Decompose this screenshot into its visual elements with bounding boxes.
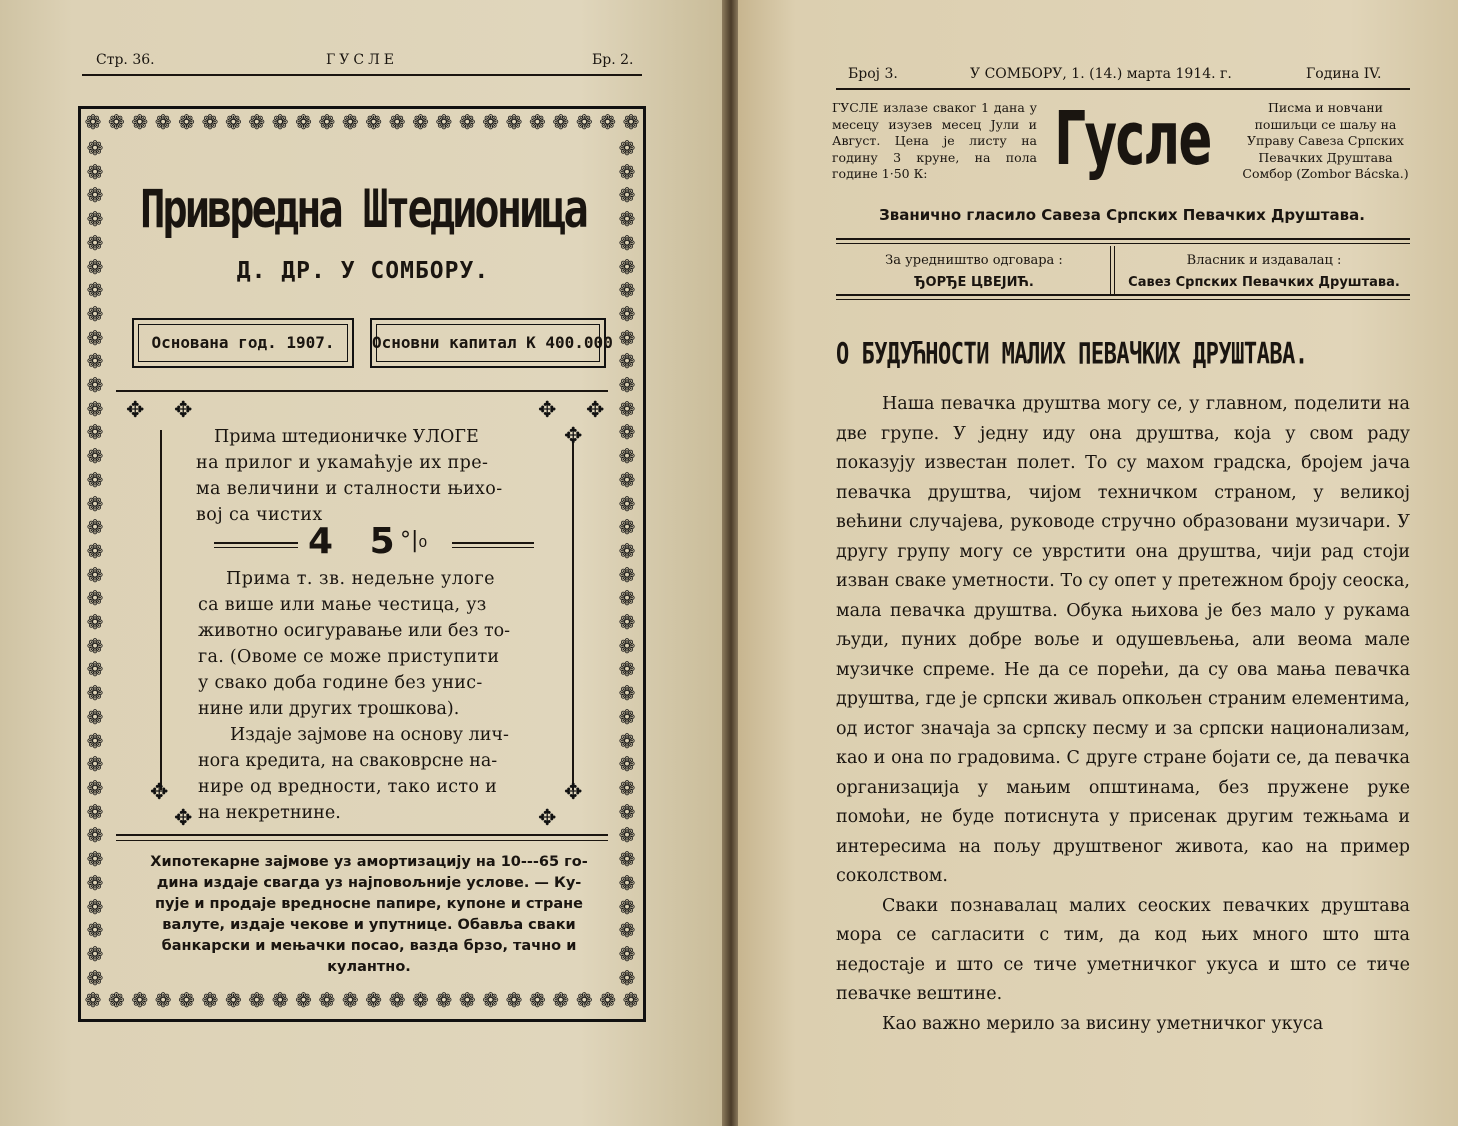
ornament-icon: ❁ — [131, 990, 149, 1012]
founded-box — [132, 318, 354, 368]
ornament-icon: ❁ — [552, 990, 570, 1012]
ornament-icon: ❁ — [86, 207, 104, 232]
ornament-icon: ❁ — [618, 657, 636, 682]
publisher-block — [1118, 250, 1410, 294]
inner-rule-left — [160, 430, 162, 790]
editor-label: За уредништво одговара : — [885, 253, 1063, 268]
capital-text: Основни капитал К 400.000 — [372, 333, 613, 352]
savings-line: Издаје зајмове на основу лич- — [230, 725, 509, 745]
corner-ornament-icon: ✥ — [126, 398, 145, 423]
ornament-icon: ❁ — [86, 538, 104, 563]
ornament-icon: ❁ — [86, 301, 104, 326]
savings-line: са више или мање честица, уз — [198, 595, 487, 615]
ornament-icon: ❁ — [86, 467, 104, 492]
ornament-icon: ❁ — [108, 990, 125, 1012]
postal-note: Писма и новчани пошиљци се шаљу на Управу Савеза Српских Певачких Друштава Сомбор (Zombor Bácska.) — [1242, 100, 1409, 181]
ornament-icon: ❁ — [86, 681, 104, 706]
ornament-icon: ❁ — [435, 990, 453, 1012]
mortgage-line: Хипотекарне зајмове уз амортизацију на 10---65 го- — [150, 854, 588, 870]
ornament-icon: ❁ — [618, 301, 636, 326]
article-headline: О БУДУЋНОСТИ МАЛИХ ПЕВАЧКИХ ДРУШТАВА. — [836, 338, 1308, 372]
ornament-icon: ❁ — [224, 112, 242, 134]
subscription-note: ГУСЛЕ излазе сваког 1 дана у месецу изузев месец Јули и Август. Цена је листу на годину 3 круне, на пола године 1·50 К: — [832, 100, 1037, 181]
ornament-icon: ❁ — [618, 515, 636, 540]
ornament-icon: ❁ — [622, 112, 640, 134]
ornament-icon: ❁ — [318, 112, 336, 134]
ornament-icon: ❁ — [618, 373, 636, 398]
ornament-icon: ❁ — [618, 562, 636, 587]
ornament-icon: ❁ — [295, 990, 312, 1012]
ornament-icon: ❁ — [618, 728, 636, 753]
ornament-icon: ❁ — [86, 373, 104, 398]
left-page-number: Стр. 36. — [96, 52, 155, 68]
masthead-rule-thin — [836, 243, 1410, 244]
ornament-icon: ❁ — [271, 112, 289, 134]
ornament-icon: ❁ — [86, 396, 104, 421]
ornament-icon: ❁ — [412, 990, 429, 1012]
rate-rule-left — [214, 542, 298, 544]
article-body — [836, 390, 1410, 1039]
ornament-icon: ❁ — [271, 990, 289, 1012]
ornament-icon: ❁ — [201, 112, 219, 134]
corner-ornament-icon: ✥ — [174, 398, 193, 423]
ornament-icon: ❁ — [86, 610, 104, 635]
ornament-icon: ❁ — [618, 823, 636, 848]
ornament-icon: ❁ — [318, 990, 336, 1012]
savings-line: животно осигуравање или без то- — [198, 621, 511, 641]
ornament-icon: ❁ — [295, 112, 312, 134]
ornament-icon: ❁ — [618, 775, 636, 800]
ornament-icon: ❁ — [618, 681, 636, 706]
ornament-icon: ❁ — [618, 396, 636, 421]
ornament-icon: ❁ — [482, 990, 500, 1012]
capital-box — [370, 318, 613, 368]
ornament-icon: ❁ — [201, 990, 219, 1012]
ornament-icon: ❁ — [86, 775, 104, 800]
ornament-icon: ❁ — [86, 941, 104, 966]
ornament-icon: ❁ — [86, 847, 104, 872]
bank-name: Привредна Штедионица — [140, 178, 586, 240]
inner-rule-right — [572, 440, 574, 790]
editorial-rule — [836, 294, 1410, 296]
ornament-icon: ❁ — [86, 823, 104, 848]
mortgage-line: пује и продаје вредносне папире, купоне и стране — [155, 896, 583, 912]
savings-line: нога кредита, на сваковрсне на- — [198, 751, 498, 771]
right-year: Година IV. — [1306, 66, 1382, 82]
ornament-icon: ❁ — [529, 990, 546, 1012]
article-paragraph: Сваки познавалац малих сеоских певачких друштава мора се сагласити с тим, да код њих много што шта недостаје и што се тиче уметничког укуса и што се тиче певачке вештине. — [836, 895, 1410, 1004]
article-paragraph: Наша певачка друштва могу се, у главном, поделити на две групе. У једну иду она друштва, која у свом раду показују известан полет. То су махом градска, бројем јача певачка друштва, чијом техничком страном, у великој већини случајева, руководе стручно образовани музичари. У другу групу могу се уврстити она друштва, чији рад стоји изван сваке уметности. То су опет у претежном броју сеоска, мала певачка друштва. Обука њихова је без мало у рукама људи, пуних добре воље и одушевљења, али веома мале музичке спреме. Не да се порећи, да су ова мања певачка друштва, где је српски живаљ опкољен страним елементима, од истог значаја за српску песму и за српски национализам, као и она по градовима. С друге стране бојати се, да певачка организација у мањим општинама, без пружене руке помоћи, не буде потиснута у присенак другим тежњама и интересима на пољу друштвеног живота, као на пример соколством. — [836, 394, 1410, 886]
publisher-label: Власник и издавалац : — [1186, 253, 1342, 268]
corner-ornament-icon: ✥ — [564, 424, 583, 449]
ornament-icon: ❁ — [365, 990, 383, 1012]
founded-text: Основана год. 1907. — [151, 333, 335, 352]
ornament-border-bottom — [82, 990, 642, 1014]
ornament-icon: ❁ — [248, 112, 266, 134]
ornament-icon: ❁ — [341, 990, 359, 1012]
right-header-rule — [836, 88, 1410, 90]
ornament-icon: ❁ — [84, 990, 102, 1012]
ornament-icon: ❁ — [341, 112, 359, 134]
ornament-icon: ❁ — [86, 799, 104, 824]
mortgage-line: дина издаје свагда уз најповољније услове. — Ку- — [156, 875, 582, 891]
ornament-border-top — [82, 112, 642, 136]
ornament-icon: ❁ — [86, 704, 104, 729]
ornament-icon: ❁ — [618, 610, 636, 635]
article-paragraph: Као важно мерило за висину уметничког укуса — [882, 1013, 1324, 1034]
mortgage-notice — [124, 852, 614, 978]
right-place-date: У СОМБОРУ, 1. (14.) марта 1914. г. — [970, 66, 1232, 82]
ornament-icon: ❁ — [618, 704, 636, 729]
ornament-icon: ❁ — [435, 112, 453, 134]
ornament-icon: ❁ — [622, 990, 640, 1012]
ornament-icon: ❁ — [618, 965, 636, 988]
corner-ornament-icon: ✥ — [150, 780, 169, 805]
ornament-icon: ❁ — [618, 633, 636, 658]
bank-subtitle: Д. ДР. У СОМБОРУ. — [236, 258, 490, 284]
ornament-border-left — [84, 138, 108, 988]
ornament-icon: ❁ — [412, 112, 429, 134]
ornament-icon: ❁ — [599, 990, 616, 1012]
ornament-icon: ❁ — [86, 894, 104, 919]
savings-line: у свако доба године без унис- — [198, 673, 483, 693]
editor-block — [840, 250, 1108, 294]
ornament-icon: ❁ — [86, 159, 104, 184]
masthead-logo: Гусле — [1054, 97, 1211, 183]
ornament-icon: ❁ — [86, 491, 104, 516]
ornament-icon: ❁ — [365, 112, 383, 134]
ornament-icon: ❁ — [618, 847, 636, 872]
corner-ornament-icon: ✥ — [174, 806, 193, 831]
corner-ornament-icon: ✥ — [538, 398, 557, 423]
ornament-icon: ❁ — [618, 230, 636, 255]
ornament-icon: ❁ — [618, 325, 636, 350]
ornament-icon: ❁ — [154, 112, 172, 134]
ornament-icon: ❁ — [618, 349, 636, 374]
ornament-icon: ❁ — [86, 562, 104, 587]
ornament-icon: ❁ — [618, 752, 636, 777]
left-running-title: ГУСЛЕ — [326, 52, 399, 68]
ornament-icon: ❁ — [618, 870, 636, 895]
rate-rule-left-thin — [214, 547, 298, 548]
left-header-rule — [82, 74, 642, 76]
interest-rate — [214, 522, 534, 562]
ornament-icon: ❁ — [388, 990, 406, 1012]
savings-line: на некретнине. — [198, 803, 341, 823]
rate-rule-right-thin — [452, 547, 534, 548]
right-issue-number: Број 3. — [848, 66, 898, 82]
editorial-rule-thin — [836, 299, 1410, 300]
ornament-icon: ❁ — [575, 112, 593, 134]
ornament-icon: ❁ — [505, 990, 523, 1012]
editor-name: ЂОРЂЕ ЦВЕЈИЋ. — [914, 275, 1034, 290]
savings-line: нире од вредности, тако исто и — [198, 777, 498, 797]
ornament-icon: ❁ — [86, 349, 104, 374]
ornament-icon: ❁ — [618, 138, 636, 160]
ornament-icon: ❁ — [618, 183, 636, 208]
ornament-icon: ❁ — [86, 752, 104, 777]
deposit-line: ма величини и сталности њихо- — [196, 479, 503, 499]
ornament-icon: ❁ — [131, 112, 149, 134]
deposit-line: на прилог и укамаћује их пре- — [196, 453, 489, 473]
ornament-icon: ❁ — [86, 325, 104, 350]
editorial-divider-2 — [1114, 246, 1115, 294]
ornament-icon: ❁ — [618, 894, 636, 919]
ornament-icon: ❁ — [86, 138, 104, 160]
ornament-icon: ❁ — [388, 112, 406, 134]
ornament-icon: ❁ — [575, 990, 593, 1012]
ornament-icon: ❁ — [86, 657, 104, 682]
ornament-icon: ❁ — [618, 444, 636, 469]
savings-line: Прима т. зв. недељне улоге — [226, 569, 496, 589]
ornament-icon: ❁ — [618, 254, 636, 279]
savings-line: нине или других трошкова). — [198, 699, 460, 719]
rate-value: 4 5 — [308, 521, 407, 562]
corner-ornament-icon: ✥ — [586, 398, 605, 423]
mortgage-line: валуте, издаје чекове и упутнице. Обавља сваки — [162, 917, 576, 933]
ornament-icon: ❁ — [178, 990, 195, 1012]
ornament-icon: ❁ — [618, 467, 636, 492]
ornament-icon: ❁ — [178, 112, 195, 134]
ornament-icon: ❁ — [86, 183, 104, 208]
ornament-icon: ❁ — [618, 586, 636, 611]
ornament-icon: ❁ — [86, 918, 104, 943]
ornament-icon: ❁ — [108, 112, 125, 134]
ornament-icon: ❁ — [86, 633, 104, 658]
ornament-icon: ❁ — [458, 990, 476, 1012]
advert-divider-top — [116, 390, 608, 392]
savings-line: га. (Овоме се може приступити — [198, 647, 500, 667]
ornament-icon: ❁ — [86, 586, 104, 611]
ornament-icon: ❁ — [618, 799, 636, 824]
corner-ornament-icon: ✥ — [538, 806, 557, 831]
ornament-icon: ❁ — [84, 112, 102, 134]
advert-divider-bottom — [116, 834, 608, 836]
ornament-icon: ❁ — [86, 965, 104, 988]
official-organ-line: Званично гласило Савеза Српских Певачких Друштава. — [879, 206, 1365, 224]
ornament-icon: ❁ — [86, 230, 104, 255]
ornament-icon: ❁ — [86, 444, 104, 469]
rate-rule-right — [452, 542, 534, 544]
ornament-icon: ❁ — [599, 112, 616, 134]
ornament-icon: ❁ — [86, 254, 104, 279]
ornament-icon: ❁ — [458, 112, 476, 134]
deposit-line: вој са чистих — [196, 505, 323, 525]
masthead-rule — [836, 238, 1410, 240]
left-issue-label: Бр. 2. — [592, 52, 634, 68]
ornament-icon: ❁ — [618, 420, 636, 445]
ornament-icon: ❁ — [618, 159, 636, 184]
ornament-icon: ❁ — [248, 990, 266, 1012]
ornament-icon: ❁ — [618, 538, 636, 563]
ornament-icon: ❁ — [529, 112, 546, 134]
editorial-divider — [1110, 246, 1111, 294]
ornament-icon: ❁ — [618, 207, 636, 232]
ornament-icon: ❁ — [618, 941, 636, 966]
corner-ornament-icon: ✥ — [564, 780, 583, 805]
ornament-icon: ❁ — [224, 990, 242, 1012]
ornament-border-right — [616, 138, 640, 988]
ornament-icon: ❁ — [86, 420, 104, 445]
rate-percent-sign: °|₀ — [400, 528, 428, 553]
ornament-icon: ❁ — [618, 918, 636, 943]
ornament-icon: ❁ — [86, 278, 104, 303]
ornament-icon: ❁ — [552, 112, 570, 134]
mortgage-line: кулантно. — [327, 959, 411, 975]
advert-divider-bottom-thin — [116, 840, 608, 841]
ornament-icon: ❁ — [618, 278, 636, 303]
deposit-line: Прима штедионичке УЛОГЕ — [214, 427, 479, 447]
ornament-icon: ❁ — [86, 870, 104, 895]
mortgage-line: банкарски и мењачки посао, вазда брзо, тачно и — [161, 938, 577, 954]
ornament-icon: ❁ — [86, 728, 104, 753]
publisher-name: Савез Српских Певачких Друштава. — [1128, 275, 1400, 290]
ornament-icon: ❁ — [482, 112, 500, 134]
ornament-icon: ❁ — [505, 112, 523, 134]
ornament-icon: ❁ — [86, 515, 104, 540]
ornament-icon: ❁ — [154, 990, 172, 1012]
ornament-icon: ❁ — [618, 491, 636, 516]
